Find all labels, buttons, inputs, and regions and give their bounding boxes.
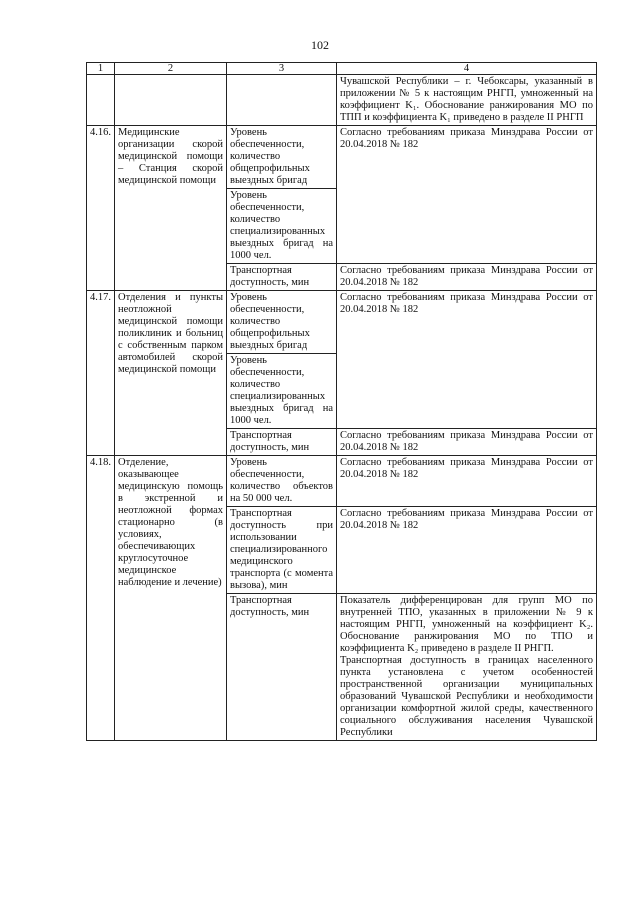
object-name: Медицинские организации скорой медицинской помощи – Станция скорой медицинской помощи [115,126,227,291]
note-paragraph: Транспортная доступность в границах населенного пункта установлена с учетом особенностей пространственной организации муниципальных образований Чувашской Республики и необходимости организации комфортной жилой среды, качественного социального обслуживания населения Чувашской Республики [340,655,593,738]
note-cell: Согласно требованиям приказа Минздрава России от 20.04.2018 № 182 [337,291,597,429]
header-col-1: 1 [87,63,115,75]
note-cell: Согласно требованиям приказа Минздрава России от 20.04.2018 № 182 [337,456,597,507]
header-col-4: 4 [337,63,597,75]
indicator-cell: Уровень обеспеченности, количество специализированных выездных бригад на 1000 чел. [227,354,337,429]
table-header-row [87,63,597,75]
table-row-continuation [87,75,597,126]
header-col-2: 2 [115,63,227,75]
continuation-text: Чувашской Республики – г. Чебоксары, указанный в приложении № 5 к настоящим РНГП, умноженный на коэффициент K₁. Обоснование ранжирования МО по ТПП и коэффициента K₁ приведено в разделе II РНГП [337,75,597,126]
indicator-cell: Транспортная доступность, мин [227,264,337,291]
note-cell [337,594,597,741]
indicator-cell: Транспортная доступность, мин [227,429,337,456]
table-row-4-18 [87,456,597,507]
indicator-cell: Уровень обеспеченности, количество общепрофильных выездных бригад [227,291,337,354]
table-row-4-16 [87,126,597,189]
row-number: 4.18. [87,456,115,741]
note-cell: Согласно требованиям приказа Минздрава России от 20.04.2018 № 182 [337,126,597,264]
row-number: 4.16. [87,126,115,291]
indicator-cell: Транспортная доступность, мин [227,594,337,741]
header-col-3: 3 [227,63,337,75]
note-paragraph: Показатель дифференцирован для групп МО по внутренней ТПО, указанных в приложении № 9 к настоящим РНГП, умноженный на коэффициент K₂. Обоснование ранжирования МО по ТПО и коэффициента K₂ приведено в разделе II РНГП. [340,595,593,654]
table-row-4-17 [87,291,597,354]
indicator-cell: Транспортная доступность при использовании специализированного медицинского транспорта (с момента вызова), мин [227,507,337,594]
note-cell: Согласно требованиям приказа Минздрава России от 20.04.2018 № 182 [337,264,597,291]
row-number: 4.17. [87,291,115,456]
indicator-cell: Уровень обеспеченности, количество объектов на 50 000 чел. [227,456,337,507]
object-name: Отделение, оказывающее медицинскую помощь в экстренной и неотложной формах стационарно (в условиях, обеспечивающих круглосуточное медицинское наблюдение и лечение) [115,456,227,741]
note-cell: Согласно требованиям приказа Минздрава России от 20.04.2018 № 182 [337,429,597,456]
object-name: Отделения и пункты неотложной медицинской помощи поликлиник и больниц с собственным парком автомобилей скорой медицинской помощи [115,291,227,456]
norms-table [86,62,597,741]
indicator-cell: Уровень обеспеченности, количество специализированных выездных бригад на 1000 чел. [227,189,337,264]
page-number: 102 [311,38,329,52]
indicator-cell: Уровень обеспеченности, количество общепрофильных выездных бригад [227,126,337,189]
note-cell: Согласно требованиям приказа Минздрава России от 20.04.2018 № 182 [337,507,597,594]
